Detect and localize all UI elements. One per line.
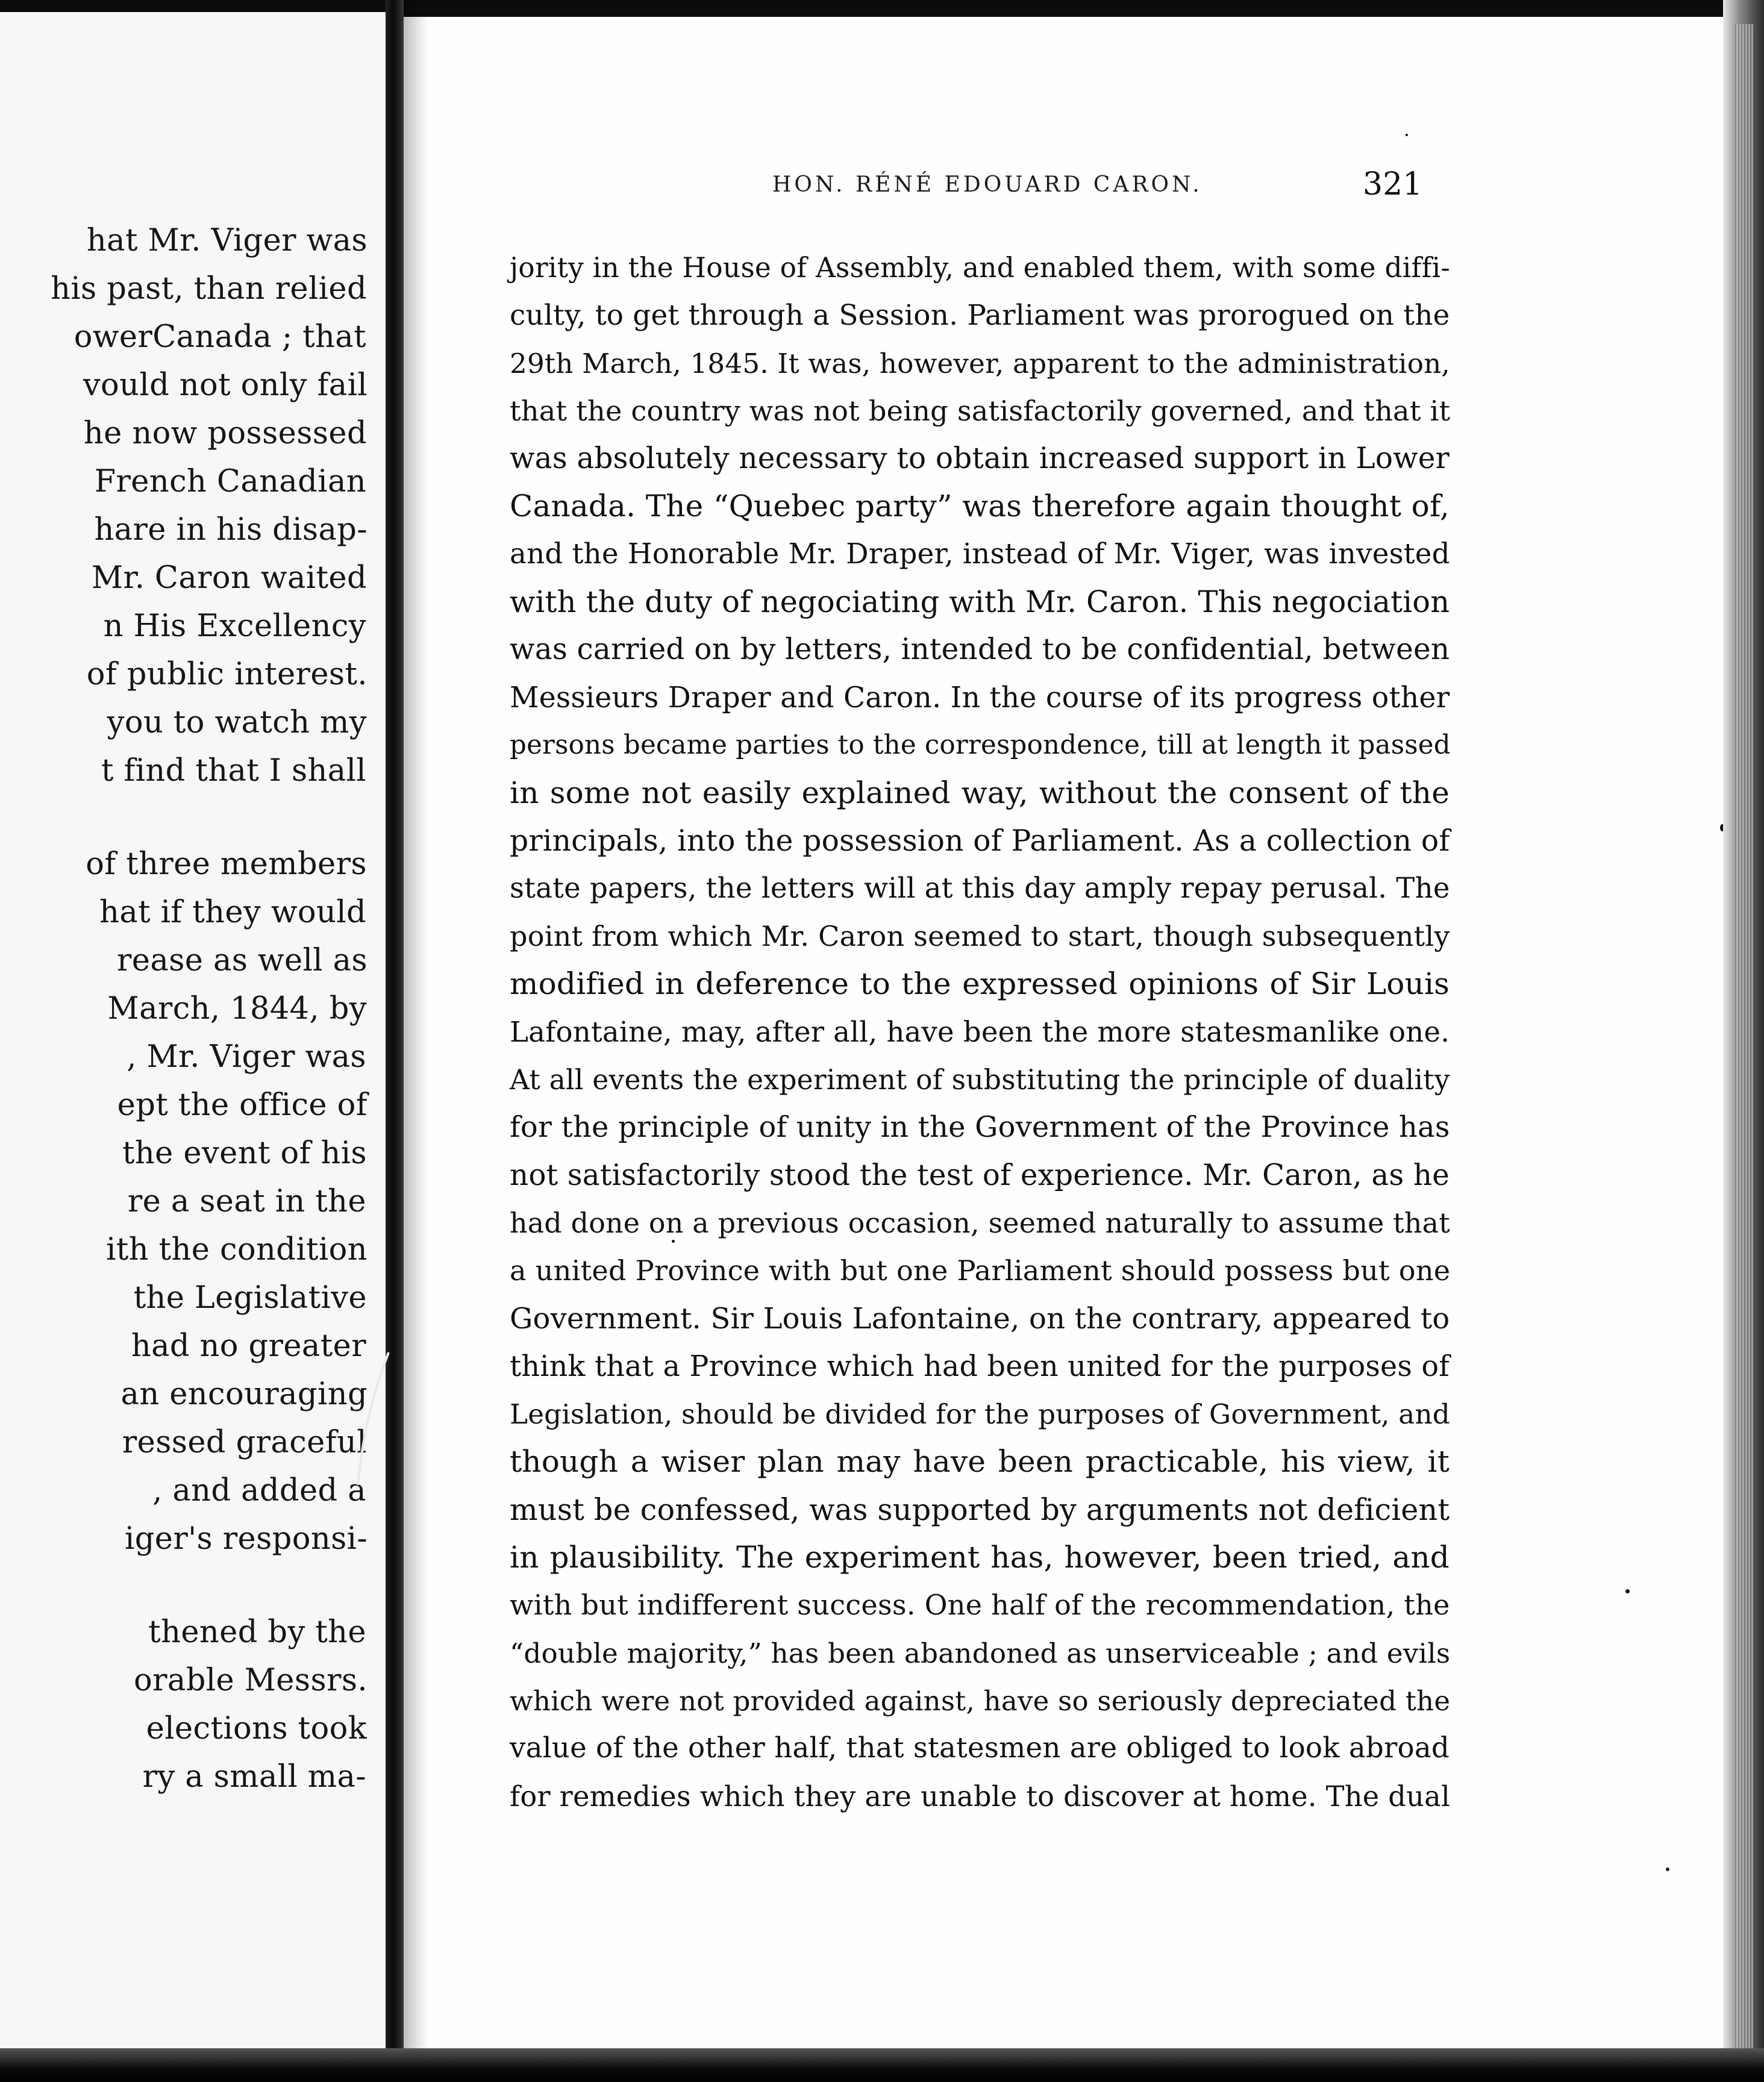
text-line: for remedies which they are unable to discover at home. The dual	[510, 1780, 1450, 1813]
text-line: culty, to get through a Session. Parliament was prorogued on the	[510, 299, 1450, 333]
text-line: in plausibility. The experiment has, however, been tried, and	[510, 1540, 1450, 1575]
left-page-line: ressed graceful	[122, 1425, 367, 1460]
scan-speck	[672, 1240, 675, 1243]
left-page-fragment	[0, 12, 386, 2060]
left-page-line: you to watch my	[107, 705, 367, 740]
left-page-line: an encouraging	[120, 1377, 367, 1412]
left-page-line: owerCanada ; that	[74, 319, 366, 355]
text-line: principals, into the possession of Parliament. As a collection of	[510, 824, 1450, 858]
text-line: was absolutely necessary to obtain increased support in Lower	[510, 442, 1450, 476]
left-page-line: , Mr. Viger was	[127, 1039, 366, 1075]
left-page-line: , and added a	[152, 1473, 366, 1508]
text-line: Legislation, should be divided for the purposes of Government, and	[510, 1398, 1450, 1431]
left-page-line: Mr. Caron waited	[91, 560, 367, 596]
left-page-line: n His Excellency	[103, 608, 366, 644]
left-page-line: had no greater	[131, 1328, 366, 1364]
text-line: with the duty of negociating with Mr. Caron. This negociation	[510, 584, 1450, 620]
text-line: Lafontaine, may, after all, have been the more statesmanlike one.	[510, 1015, 1450, 1048]
text-line: not satisfactorily stood the test of experience. Mr. Caron, as he	[510, 1158, 1450, 1192]
left-page-line: ry a small ma-	[142, 1759, 366, 1795]
left-page-line: t find that I shall	[101, 753, 366, 789]
left-page-line: the event of his	[122, 1136, 367, 1171]
text-line: in some not easily explained way, without the consent of the	[510, 775, 1450, 811]
left-page-line: of three members	[86, 846, 367, 882]
left-page-line: iger's responsi-	[125, 1521, 367, 1557]
text-line: Canada. The “Quebec party” was therefore again thought of,	[510, 489, 1450, 524]
left-page-line: March, 1844, by	[107, 991, 367, 1027]
text-line: though a wiser plan may have been practicable, his view, it	[510, 1444, 1450, 1480]
text-line: 29th March, 1845. It was, however, apparent to the administration,	[510, 347, 1450, 380]
left-page-line: hat Mr. Viger was	[86, 223, 367, 258]
scan-speck	[1406, 134, 1408, 136]
gutter-shadow	[404, 0, 428, 2082]
left-page-line: he now possessed	[83, 416, 367, 451]
text-line: modified in deference to the expressed opinions of Sir Louis	[510, 966, 1450, 1002]
text-line: At all events the experiment of substituting the principle of duality	[510, 1064, 1450, 1096]
binding-stitch-mark	[355, 1349, 392, 1488]
left-page-line: hare in his disap-	[94, 512, 367, 548]
text-line: must be confessed, was supported by arguments not deficient	[510, 1492, 1450, 1527]
text-line: state papers, the letters will at this day amply repay perusal. The	[510, 872, 1450, 905]
left-page-line: his past, than relied	[51, 271, 367, 307]
text-line: think that a Province which had been united for the purposes of	[510, 1349, 1450, 1383]
left-page-line: re a seat in the	[127, 1184, 366, 1219]
text-line: Messieurs Draper and Caron. In the course of its progress other	[510, 681, 1450, 714]
text-line: was carried on by letters, intended to be confidential, between	[510, 633, 1450, 667]
left-page-line: hat if they would	[99, 895, 366, 930]
left-page-line: elections took	[146, 1711, 367, 1746]
left-page-line: of public interest.	[86, 657, 367, 692]
text-line: persons became parties to the correspondence, till at length it passed	[510, 730, 1451, 760]
text-line: “double majority,” has been abandoned as unserviceable ; and evils	[510, 1637, 1451, 1669]
text-line: with but indifferent success. One half of the recommendation, the	[510, 1589, 1450, 1622]
bottom-scan-border	[0, 2048, 1764, 2082]
scan-speck	[1666, 1868, 1669, 1871]
left-page-line: French Canadian	[94, 464, 366, 499]
left-page-line: orable Messrs.	[134, 1663, 367, 1698]
text-line: point from which Mr. Caron seemed to start, though subsequently	[510, 920, 1450, 953]
left-page-line: ept the office of	[117, 1087, 367, 1123]
left-page-line: the Legislative	[133, 1280, 367, 1316]
running-head: HON. RÉNÉ EDOUARD CARON.	[772, 172, 1203, 197]
book-gutter	[386, 0, 404, 2082]
left-page-line: rease as well as	[117, 943, 367, 978]
text-line: had done on a previous occasion, seemed naturally to assume that	[510, 1206, 1450, 1239]
body-text	[510, 244, 1450, 1821]
left-page-line: ith the condition	[106, 1232, 367, 1268]
text-line: a united Province with but one Parliament should possess but one	[510, 1254, 1451, 1287]
left-page-line: thened by the	[148, 1615, 366, 1650]
text-line: for the principle of unity in the Government of the Province has	[510, 1111, 1450, 1145]
text-line: value of the other half, that statesmen are obliged to look abroad	[510, 1732, 1450, 1765]
text-line: Government. Sir Louis Lafontaine, on the contrary, appeared to	[510, 1301, 1450, 1336]
text-line: jority in the House of Assembly, and enabled them, with some diffi-	[510, 252, 1450, 284]
page-edge-lines	[1735, 24, 1753, 2048]
text-line: and the Honorable Mr. Draper, instead of Mr. Viger, was invested	[510, 537, 1450, 571]
text-line: that the country was not being satisfactorily governed, and that it	[510, 394, 1451, 427]
left-page-line: vould not only fail	[83, 367, 367, 403]
text-line: which were not provided against, have so seriously depreciated the	[510, 1684, 1451, 1717]
scan-speck	[1625, 1589, 1630, 1593]
page-number: 321	[1363, 166, 1423, 202]
